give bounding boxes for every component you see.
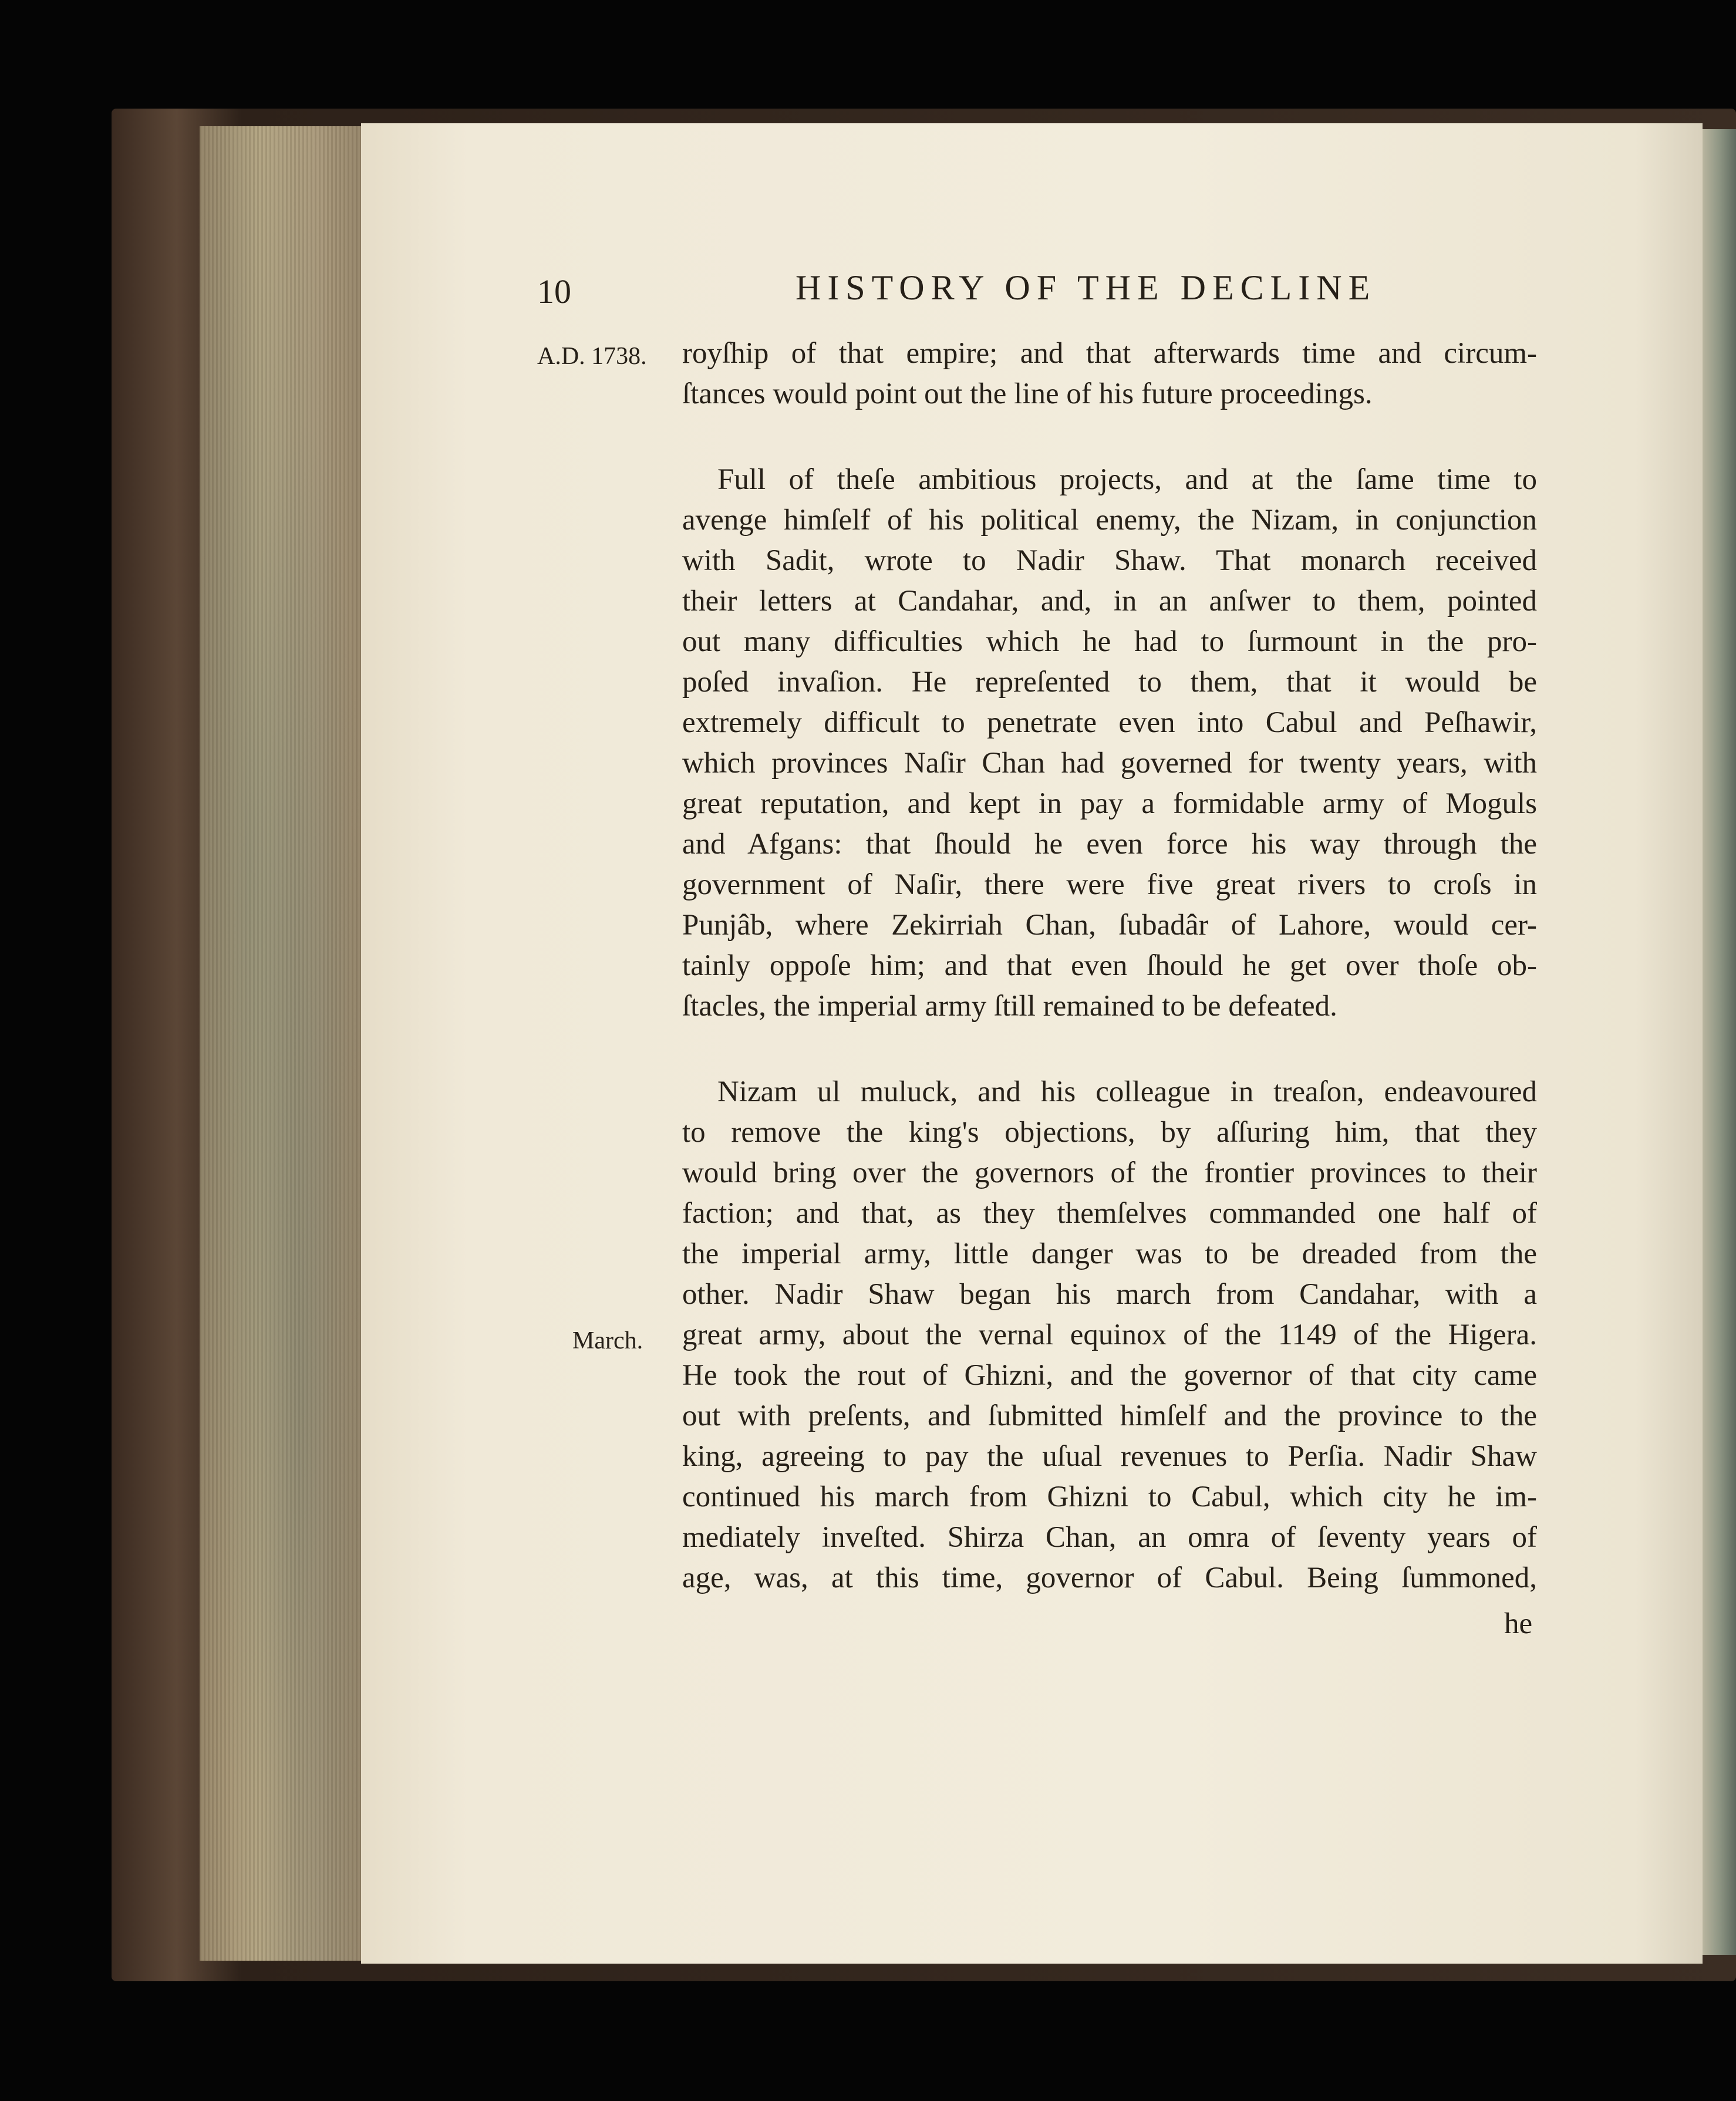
text-line: Full of theſe ambitious projects, and at the ſame time to: [717, 463, 1537, 496]
margin-date-note: A.D. 1738.: [537, 343, 647, 370]
text-line: avenge himſelf of his political enemy, the Nizam, in conjunction: [682, 504, 1537, 537]
text-line: Nizam ul muluck, and his colleague in treaſon, endeavoured: [717, 1075, 1537, 1108]
text-line: king, agreeing to pay the uſual revenues to Perſia. Nadir Shaw: [682, 1440, 1537, 1473]
text-line: out many difficulties which he had to ſurmount in the pro-: [682, 625, 1537, 658]
running-head: HISTORY OF THE DECLINE: [795, 268, 1377, 307]
text-line: Punjâb, where Zekirriah Chan, ſubadâr of Lahore, would cer-: [682, 909, 1537, 942]
text-line: other. Nadir Shaw began his march from Candahar, with a: [682, 1278, 1537, 1311]
text-line: extremely difficult to penetrate even into Cabul and Peſhawir,: [682, 706, 1537, 739]
margin-month-note: March.: [572, 1327, 643, 1354]
text-line: faction; and that, as they themſelves commanded one half of: [682, 1197, 1537, 1230]
text-line: would bring over the governors of the frontier provinces to their: [682, 1156, 1537, 1189]
text-line: royſhip of that empire; and that afterwards time and circum-: [682, 337, 1537, 370]
text-line: poſed invaſion. He repreſented to them, that it would be: [682, 666, 1537, 699]
text-line: continued his march from Ghizni to Cabul, which city he im-: [682, 1481, 1537, 1513]
text-line: age, was, at this time, governor of Cabul. Being ſummoned,: [682, 1562, 1537, 1594]
page-edges: [200, 126, 370, 1961]
text-line: great army, about the vernal equinox of the 1149 of the Higera.: [682, 1318, 1537, 1351]
page-number: 10: [537, 272, 571, 311]
text-line: mediately inveſted. Shirza Chan, an omra of ſeventy years of: [682, 1521, 1537, 1554]
text-line: out with preſents, and ſubmitted himſelf and the province to the: [682, 1399, 1537, 1432]
text-line: and Afgans: that ſhould he even force his way through the: [682, 828, 1537, 861]
catchword: he: [1504, 1607, 1533, 1640]
text-line: government of Naſir, there were five great rivers to croſs in: [682, 868, 1537, 901]
text-line: He took the rout of Ghizni, and the governor of that city came: [682, 1359, 1537, 1392]
text-line: which provinces Naſir Chan had governed for twenty years, with: [682, 747, 1537, 780]
text-line: their letters at Candahar, and, in an anſwer to them, pointed: [682, 585, 1537, 618]
text-line: tainly oppoſe him; and that even ſhould he get over thoſe ob-: [682, 949, 1537, 982]
text-line: with Sadit, wrote to Nadir Shaw. That monarch received: [682, 544, 1537, 577]
text-line: ſtacles, the imperial army ſtill remained to be defeated.: [682, 990, 1337, 1023]
text-line: great reputation, and kept in pay a formidable army of Moguls: [682, 787, 1537, 820]
text-line: ſtances would point out the line of his future proceedings.: [682, 377, 1373, 410]
text-line: to remove the king's objections, by aſſuring him, that they: [682, 1116, 1537, 1149]
text-line: the imperial army, little danger was to be dreaded from the: [682, 1237, 1537, 1270]
